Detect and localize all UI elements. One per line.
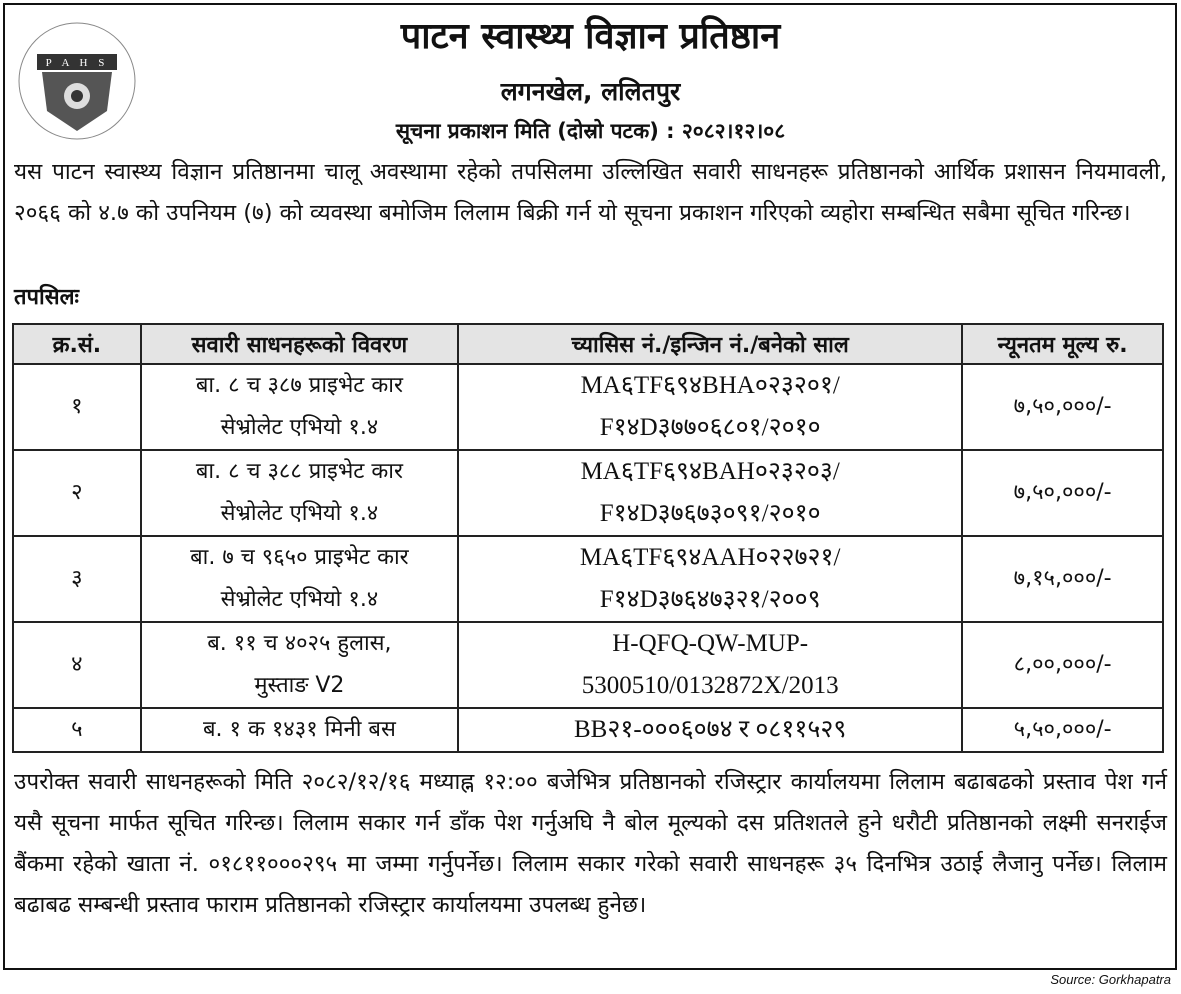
cell-sn [13,536,141,622]
cell-description [141,450,458,536]
cell-description [141,536,458,622]
header-sn: क्र.सं. [13,324,141,364]
cell-sn [13,450,141,536]
table-row [13,536,1163,622]
price-text: ७,१५,०००/- [1013,566,1112,591]
publish-date: सूचना प्रकाशन मिति (दोस्रो पटक) : २०८२।१२।०८ [395,119,786,143]
table-header [13,324,1163,364]
desc1-text: ब. ११ च ४०२५ हुलास, [207,631,392,656]
cell-price [962,536,1163,622]
price-text: ७,५०,०००/- [1013,394,1112,419]
desc1-text: बा. ८ च ३८७ प्राइभेट कार [195,373,403,398]
sn-text: ३ [71,566,83,591]
cell-price [962,708,1163,752]
sn-text: १ [71,394,83,419]
table-row [13,622,1163,708]
cell-sn [13,622,141,708]
cell-description [141,708,458,752]
desc2-text: सेभ्रोलेट एभियो १.४ [220,587,379,612]
vehicle-table [12,323,1164,753]
desc2-text: मुस्ताङ V2 [254,673,345,698]
num1-text: H-QFQ-QW-MUP- [612,630,809,657]
num2-text: F१४D३७६७३०९१/२०१० [599,500,821,527]
price-text: ५,५०,०००/- [1013,717,1112,742]
num2-text: F१४D३७७०६८०१/२०१० [599,414,821,441]
cell-chassis-engine [458,708,962,752]
table-row [13,708,1163,752]
sn-text: ४ [71,652,83,677]
cell-price [962,364,1163,450]
cell-price [962,450,1163,536]
cell-chassis-engine [458,450,962,536]
location: लगनखेल, ललितपुर [500,77,681,106]
desc2-text: सेभ्रोलेट एभियो १.४ [220,415,379,440]
num1-text: BB२१-०००६०७४ र ०८११५२९ [573,716,847,743]
desc1-text: बा. ८ च ३८८ प्राइभेट कार [195,459,403,484]
source-credit: Source: Gorkhapatra [1050,972,1171,987]
cell-sn [13,364,141,450]
cell-description [141,364,458,450]
cell-price [962,622,1163,708]
sn-text: २ [71,480,83,505]
desc1-text: ब. १ क १४३१ मिनी बस [203,717,396,742]
cell-sn [13,708,141,752]
desc1-text: बा. ७ च ९६५० प्राइभेट कार [190,545,409,570]
tapsil-label: तपसिलः [14,285,79,310]
price-text: ७,५०,०००/- [1013,480,1112,505]
cell-chassis-engine [458,622,962,708]
closing-paragraph: उपरोक्त सवारी साधनहरूको मिति २०८२/१२/१६ मध्याह्न १२:०० बजेभित्र प्रतिष्ठानको रजिस्ट्रार कार्यालयमा लिलाम बढाबढको प्रस्ताव पेश गर्न यसै सूचना मार्फत सूचित गरिन्छ। लिलाम सकार गर्न डाँक पेश गर्नुअघि नै बोल मूल्यको दस प्रतिशतले हुने धरौटी प्रतिष्ठानको लक्ष्मी सनराईज बैंकमा रहेको खाता नं. ०१८११०००२९५ मा जम्मा गर्नुपर्नेछ। लिलाम सकार गरेको सवारी साधनहरू ३५ दिनभित्र उठाई लैजानु पर्नेछ। लिलाम बढाबढ सम्बन्धी प्रस्ताव फाराम प्रतिष्ठानको रजिस्ट्रार कार्यालयमा उपलब्ध हुनेछ। [14,769,1167,918]
cell-chassis-engine [458,364,962,450]
sn-text: ५ [71,717,83,742]
table-row [13,364,1163,450]
num1-text: MA६TF६९४BHA०२३२०१/ [580,372,840,399]
table-row [13,450,1163,536]
num2-text: 5300510/0132872X/2013 [581,672,839,699]
header-description: सवारी साधनहरूको विवरण [141,324,458,364]
header-chassis-engine: च्यासिस नं./इन्जिन नं./बनेको साल [458,324,962,364]
intro-paragraph: यस पाटन स्वास्थ्य विज्ञान प्रतिष्ठानमा चालू अवस्थामा रहेको तपसिलमा उल्लिखित सवारी साधनहरू प्रतिष्ठानको आर्थिक प्रशासन नियमावली, २०६६ को ४.७ को उपनियम (७) को व्यवस्था बमोजिम लिलाम बिक्री गर्न यो सूचना प्रकाशन गरिएको व्यहोरा सम्बन्धित सबैमा सूचित गरिन्छ। [14,159,1167,226]
num1-text: MA६TF६९४AAH०२२७२१/ [579,544,841,571]
cell-chassis-engine [458,536,962,622]
cell-description [141,622,458,708]
header-min-price: न्यूनतम मूल्य रु. [962,324,1163,364]
institution-title: पाटन स्वास्थ्य विज्ञान प्रतिष्ठान [400,16,781,57]
num1-text: MA६TF६९४BAH०२३२०३/ [580,458,840,485]
svg-text:P A H S: P A H S [45,57,109,69]
price-text: ८,००,०००/- [1013,652,1112,677]
desc2-text: सेभ्रोलेट एभियो १.४ [220,501,379,526]
num2-text: F१४D३७६४७३२१/२००९ [599,586,821,613]
